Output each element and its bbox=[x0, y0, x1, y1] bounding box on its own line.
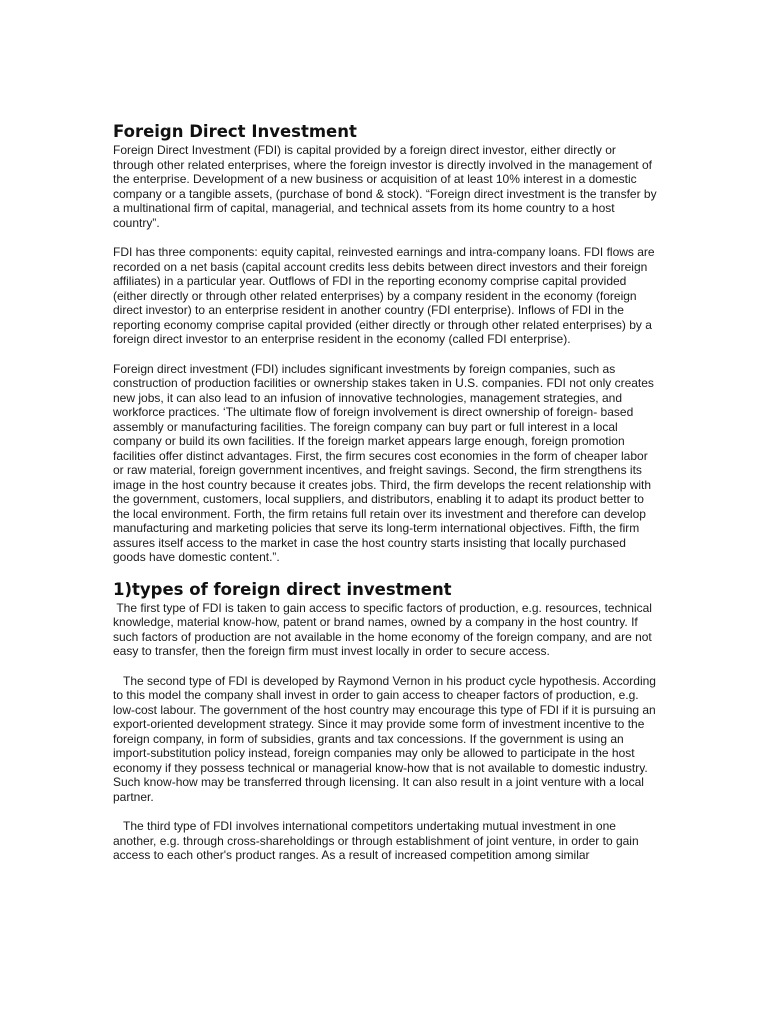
paragraph-spacer bbox=[113, 565, 658, 579]
significance-paragraph: Foreign direct investment (FDI) includes significant investments by foreign companies, such as construction of production facilities or ownership stakes taken in U.S. companies. FDI not only creates new jobs, it can also lead to an infusion of innovative technologies, management strategies, and workforce practices. ‘The ultimate flow of foreign involvement is direct ownership of foreign- based assembly or manufacturing facilities. The foreign company can buy part or full interest in a local company or build its own facilities. If the foreign market appears large enough, foreign promotion facilities offer distinct advantages. First, the firm secures cost economies in the form of cheaper labor or raw material, foreign government incentives, and freight savings. Second, the firm strengthens its image in the host country because it creates jobs. Third, the firm develops the recent relationship with the government, customers, local suppliers, and distributors, enabling it to adapt its product better to the local environment. Forth, the firm retains full retain over its investment and therefore can develop manufacturing and marketing policies that serve its long-term international objectives. Fifth, the firm assures itself access to the market in case the host country starts insisting that locally purchased goods have domestic content.”. bbox=[113, 361, 654, 564]
paragraph-spacer bbox=[113, 347, 658, 362]
paragraph-spacer bbox=[113, 659, 658, 674]
document-title: Foreign Direct Investment bbox=[113, 122, 357, 141]
section-heading: 1)types of foreign direct investment bbox=[113, 579, 452, 599]
document-page bbox=[113, 121, 658, 863]
type3-paragraph: The third type of FDI involves international competitors undertaking mutual investment in one another, e.g. through cross-shareholdings or through establishment of joint venture, in order to gain access to each other's product ranges. As a result of increased competition among similar bbox=[113, 819, 642, 862]
components-paragraph: FDI has three components: equity capital, reinvested earnings and intra-company loans. FDI flows are recorded on a net basis (capital account credits less debits between direct investors and their foreign affiliates) in a particular year. Outflows of FDI in the reporting economy comprise capital provided (either directly or through other related enterprises) by a company resident in the economy (foreign direct investor) to an enterprise resident in another country (FDI enterprise). Inflows of FDI in the reporting economy comprise capital provided (either directly or through other related enterprises) by a foreign direct investor to an enterprise resident in the economy (called FDI enterprise). bbox=[113, 245, 655, 346]
type2-paragraph: The second type of FDI is developed by Raymond Vernon in his product cycle hypothesis. According to this model the company shall invest in order to gain access to cheaper factors of production, e.g. low-cost labour. The government of the host country may encourage this type of FDI if it is pursuing an export-oriented development strategy. Since it may provide some form of investment incentive to the foreign company, in form of subsidies, grants and tax concessions. If the government is using an import-substitution policy instead, foreign companies may only be allowed to participate in the host economy if they possess technical or managerial know-how that is not available to domestic industry. Such know-how may be transferred through licensing. It can also result in a joint venture with a local partner. bbox=[113, 673, 660, 804]
type1-paragraph: The first type of FDI is taken to gain access to specific factors of production, e.g. resources, technical knowledge, material know-how, patent or brand names, owned by a company in the host country. If such factors of production are not available in the home economy of the foreign company, and are not easy to transfer, then the foreign firm must invest locally in order to secure access. bbox=[113, 600, 656, 658]
paragraph-spacer bbox=[113, 804, 658, 819]
paragraph-spacer bbox=[113, 230, 658, 245]
intro-paragraph: Foreign Direct Investment (FDI) is capital provided by a foreign direct investor, either directly or through other related enterprises, where the foreign investor is directly involved in the management of the enterprise. Development of a new business or acquisition of at least 10% interest in a domestic company or a tangible assets, (purchase of bond & stock). “Foreign direct investment is the transfer by a multinational firm of capital, managerial, and technical assets from its home country to a host country”. bbox=[113, 143, 657, 230]
